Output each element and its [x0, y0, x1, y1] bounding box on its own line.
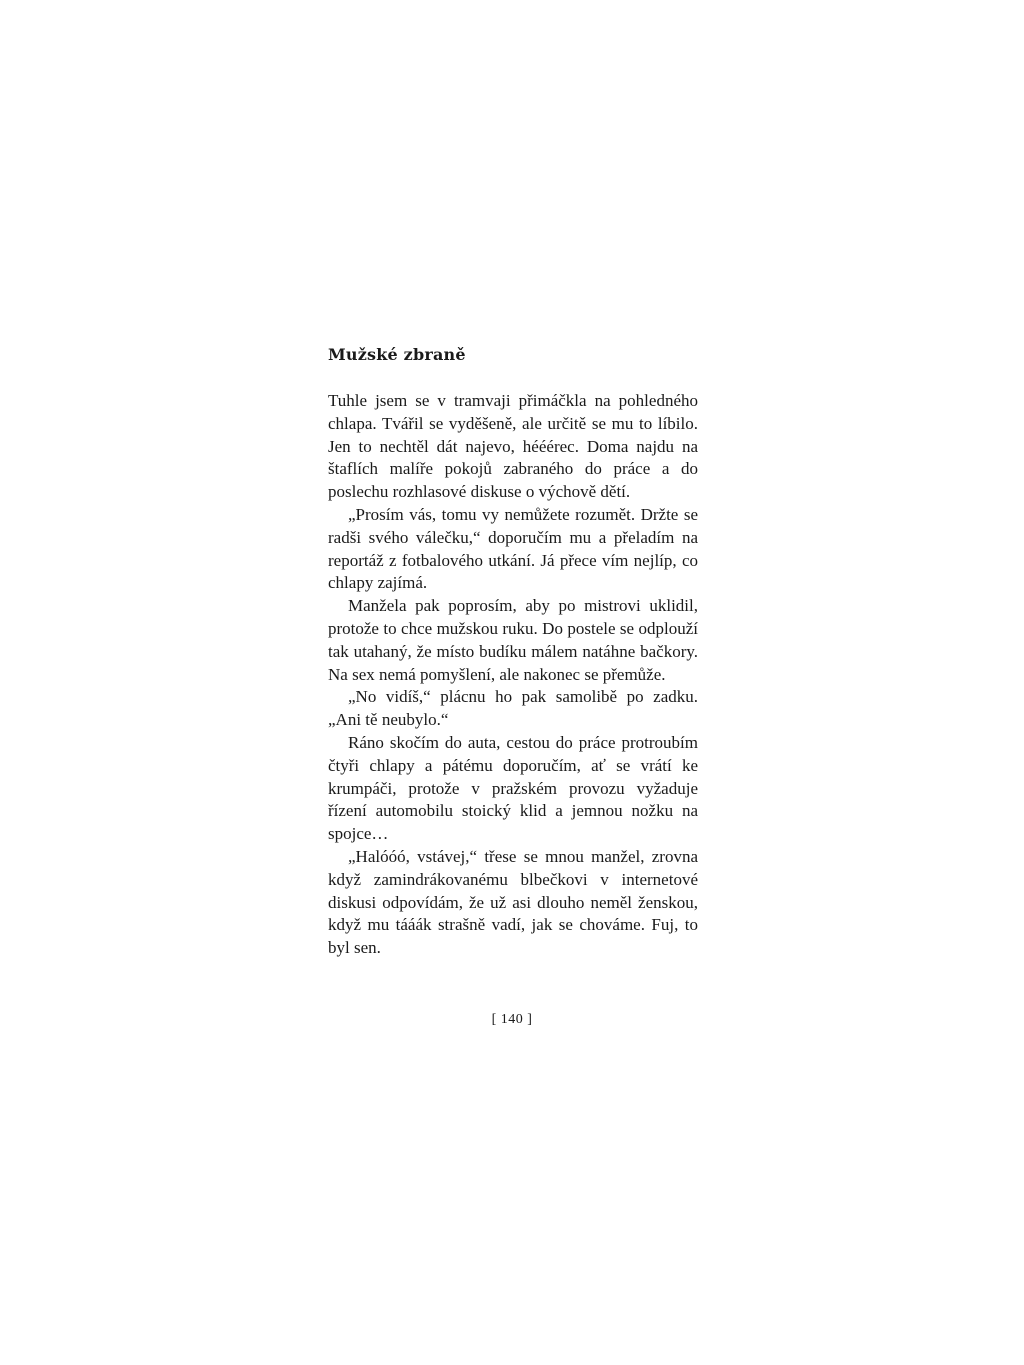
text-block	[328, 343, 698, 960]
paragraph: Manžela pak poprosím, aby po mistrovi uklidil, protože to chce mužskou ruku. Do postele se odplouží tak utahaný, že místo budíku málem natáhne bačkory. Na sex nemá pomyšlení, ale nakonec se přemůže.	[328, 596, 698, 684]
chapter-title: Mužské zbraně	[328, 345, 466, 364]
paragraph: „Prosím vás, tomu vy nemůžete rozumět. Držte se radši svého válečku,“ doporučím mu a přeladím na reportáž z fotbalového utkání. Já přece vím nejlíp, co chlapy zajímá.	[328, 504, 698, 593]
paragraph: Tuhle jsem se v tramvaji přimáčkla na pohledného chlapa. Tvářil se vyděšeně, ale určitě se mu to líbilo. Jen to nechtěl dát najevo, hééérec. Doma najdu na štaflích malíře pokojů zabraného do práce a do poslechu rozhlasové diskuse o výchově dětí.	[328, 391, 698, 502]
paragraph: Ráno skočím do auta, cestou do práce protroubím čtyři chlapy a pátému doporučím, ať se vrátí ke krumpáči, protože v pražském provozu vyžaduje řízení automobilu stoický klid a jemnou nožku na spojce…	[328, 732, 698, 844]
page-number: [ 140 ]	[491, 1012, 533, 1027]
paragraph: „No vidíš,“ plácnu ho pak samolibě po zadku. „Ani tě neubylo.“	[328, 687, 698, 730]
paragraph: „Halóóó, vstávej,“ třese se mnou manžel, zrovna když zamindrákovanému blbečkovi v internetové diskusi odpovídám, že už asi dlouho neměl ženskou, když mu tááák strašně vadí, jak se chováme. Fuj, to byl sen.	[328, 846, 698, 958]
